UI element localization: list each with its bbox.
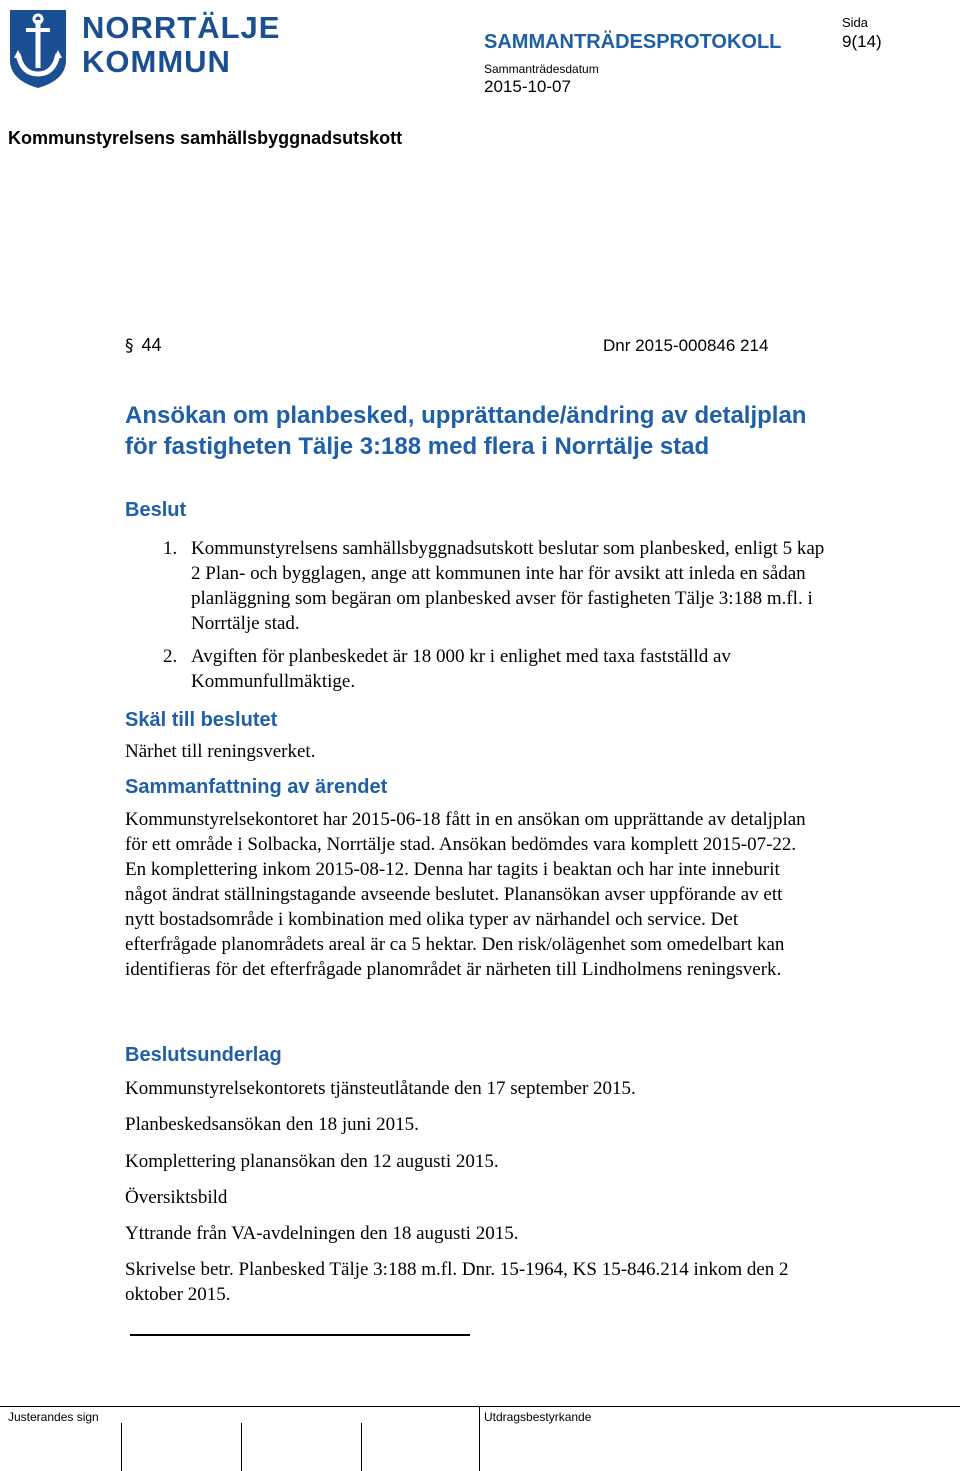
- decision-item: [125, 536, 825, 636]
- diary-number: Dnr 2015-000846 214: [603, 336, 769, 355]
- decision-item-text: Avgiften för planbeskedet är 18 000 kr i enlighet med taxa fastställd av Kommunfullmäktige.: [191, 646, 731, 692]
- heading-sammanfattning: Sammanfattning av ärendet: [125, 776, 388, 798]
- utdragsbestyrkande-label: Utdragsbestyrkande: [484, 1410, 592, 1424]
- signature-box-divider: [479, 1407, 480, 1471]
- signature-box-divider: [241, 1423, 242, 1471]
- underlag-item: Kommunstyrelsekontorets tjänsteutlåtande den 17 september 2015.: [125, 1078, 636, 1099]
- meeting-date: 2015-10-07: [484, 77, 571, 96]
- logo-wordmark-line1: NORRTÄLJE: [82, 10, 281, 45]
- paragraph-number-row: [125, 335, 162, 356]
- committee-name: Kommunstyrelsens samhällsbyggnadsutskott: [8, 128, 403, 148]
- meeting-date-label: Sammanträdesdatum: [484, 62, 599, 76]
- underlag-item: Yttrande från VA-avdelningen den 18 augusti 2015.: [125, 1223, 519, 1244]
- page-label: Sida: [842, 15, 869, 30]
- decision-item-text: Kommunstyrelsens samhällsbyggnadsutskott beslutar som planbesked, enligt 5 kap 2 Plan- och bygglagen, ange att kommunen inte har för avsikt att inleda en sådan planläggning som begäran om planbesked avser för fastigheten Tälje 3:188 m.fl. i Norrtälje stad.: [191, 538, 825, 634]
- underlag-item: Komplettering planansökan den 12 augusti 2015.: [125, 1151, 499, 1172]
- signature-box-divider: [121, 1423, 122, 1471]
- decision-item-number: 1.: [163, 538, 178, 559]
- decision-list: [125, 536, 825, 702]
- underlag-item: Skrivelse betr. Planbesked Tälje 3:188 m.fl. Dnr. 15-1964, KS 15-846.214 inkom den 2 oktober 2015.: [125, 1259, 789, 1305]
- decision-item: [125, 644, 825, 694]
- signature-box-divider: [361, 1423, 362, 1471]
- underlag-item: Planbeskedsansökan den 18 juni 2015.: [125, 1114, 419, 1135]
- paragraph-number: 44: [141, 335, 162, 355]
- document-title: SAMMANTRÄDESPROTOKOLL: [484, 31, 782, 53]
- municipality-coat-of-arms: [8, 8, 68, 90]
- skal-text: Närhet till reningsverket.: [125, 741, 316, 762]
- end-rule: [130, 1334, 470, 1336]
- decision-item-number: 2.: [163, 646, 178, 667]
- underlag-item: Översiktsbild: [125, 1187, 228, 1208]
- page-number: 9(14): [842, 32, 882, 51]
- item-title: Ansökan om planbesked, upprättande/ändring av detaljplan för fastigheten Tälje 3:188 med flera i Norrtälje stad: [125, 402, 807, 460]
- sammanfattning-text: Kommunstyrelsekontoret har 2015-06-18 fått in en ansökan om upprättande av detaljplan för ett område i Solbacka, Norrtälje stad. Ansökan bedömdes vara komplett 2015-07-22. En komplettering inkom 2015-08-12. Denna har tagits i beaktan och har inte inneburit något ändrat ställningstagande avseende beslutet. Planansökan avser uppförande av ett nytt bostadsområde i kombination med olika typer av närhandel och service. Det efterfrågade planområdets areal är ca 5 hektar. Den risk/olägenhet som omedelbart kan identifieras för det efterfrågade planområdet är närheten till Lindholmens reningsverk.: [125, 809, 806, 980]
- logo-wordmark-line2: KOMMUN: [82, 44, 231, 79]
- heading-skal: Skäl till beslutet: [125, 709, 278, 731]
- section-sign: §: [125, 336, 134, 356]
- justerandes-sign-label: Justerandes sign: [8, 1410, 99, 1424]
- heading-beslut: Beslut: [125, 499, 187, 521]
- heading-beslutsunderlag: Beslutsunderlag: [125, 1044, 282, 1066]
- signature-footer: [0, 1406, 960, 1471]
